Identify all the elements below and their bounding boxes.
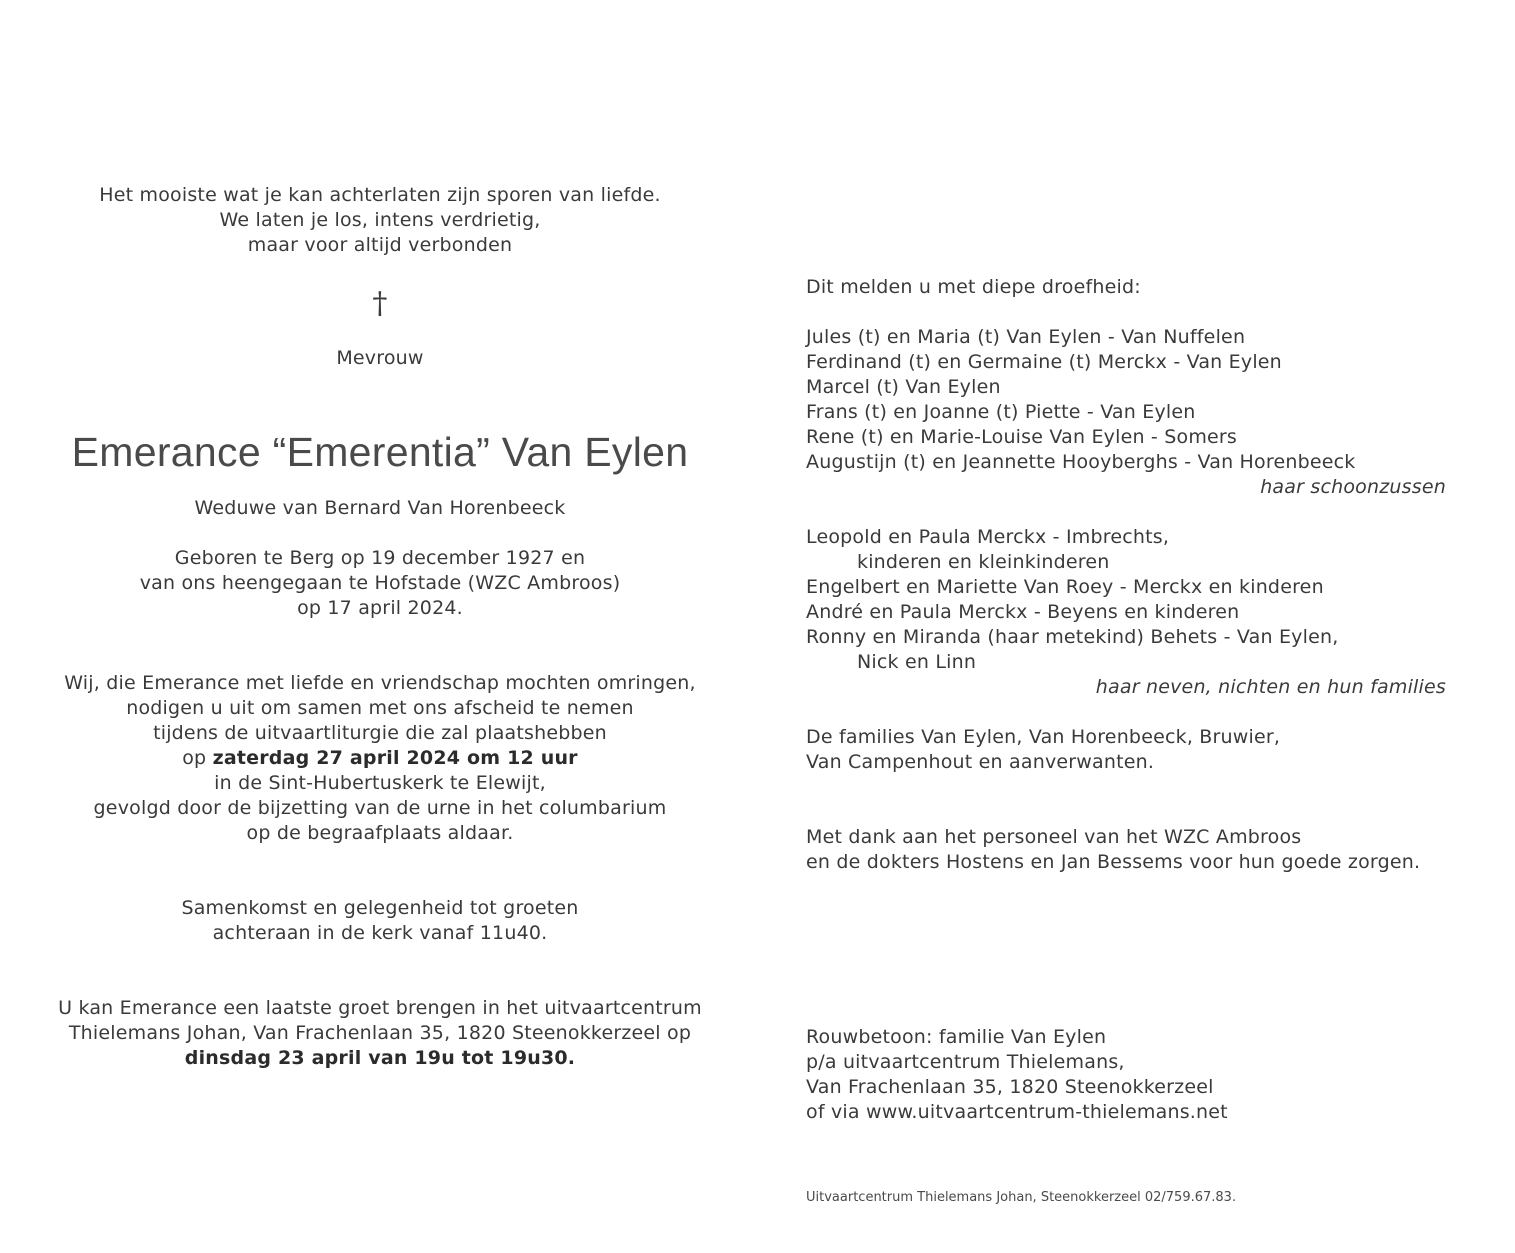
visit-line: U kan Emerance een laatste groet brengen in het uitvaartcentrum (58, 997, 702, 1019)
relation-label: haar schoonzussen (1260, 476, 1446, 498)
list-item: Augustijn (t) en Jeannette Hooyberghs - Van Horenbeeck (806, 451, 1356, 473)
list-item: kinderen en kleinkinderen (857, 551, 1110, 573)
condolence-line: p/a uitvaartcentrum Thielemans, (806, 1051, 1125, 1073)
poem-line: Het mooiste wat je kan achterlaten zijn sporen van liefde. (99, 184, 661, 206)
poem-line: maar voor altijd verbonden (247, 234, 513, 256)
deceased-name: Emerance “Emerentia” Van Eylen (71, 429, 689, 475)
list-item: André en Paula Merckx - Beyens en kinderen (806, 601, 1240, 623)
service-date-prefix: op (182, 747, 213, 769)
list-item: Ronny en Miranda (haar metekind) Behets - Van Eylen, (806, 626, 1339, 648)
gathering-line: achteraan in de kerk vanaf 11u40. (212, 922, 548, 944)
honorific: Mevrouw (336, 347, 424, 369)
widow-of: Weduwe van Bernard Van Horenbeeck (194, 497, 566, 519)
relation-label: haar neven, nichten en hun families (1095, 676, 1446, 698)
service-date: zaterdag 27 april 2024 om 12 uur (212, 747, 578, 769)
service-line: op de begraafplaats aldaar. (246, 822, 514, 844)
announcement-intro: Dit melden u met diepe droefheid: (806, 276, 1141, 298)
list-item: Rene (t) en Marie-Louise Van Eylen - Somers (806, 426, 1238, 448)
list-item: Jules (t) en Maria (t) Van Eylen - Van Nuffelen (806, 326, 1246, 348)
sisters-in-law-list (806, 325, 1446, 500)
service-line: in de Sint-Hubertuskerk te Elewijt, (214, 772, 546, 794)
visitation-info (30, 996, 730, 1071)
list-item: Engelbert en Mariette Van Roey - Merckx en kinderen (806, 576, 1324, 598)
list-item: Leopold en Paula Merckx - Imbrechts, (806, 526, 1170, 548)
funeral-service-info (30, 671, 730, 846)
death-date-line: op 17 april 2024. (297, 597, 463, 619)
death-place-line: van ons heengegaan te Hofstade (WZC Ambroos) (139, 572, 621, 594)
service-line: Wij, die Emerance met liefde en vriendschap mochten omringen, (64, 672, 696, 694)
condolence-website: of via www.uitvaartcentrum-thielemans.net (806, 1101, 1228, 1123)
condolence-line: Rouwbetoon: familie Van Eylen (806, 1026, 1107, 1048)
families-list (806, 725, 1446, 775)
service-line: gevolgd door de bijzetting van de urne in het columbarium (93, 797, 667, 819)
visit-date: dinsdag 23 april van 19u tot 19u30. (184, 1047, 576, 1069)
funeral-home-footer: Uitvaartcentrum Thielemans Johan, Steenokkerzeel 02/759.67.83. (806, 1190, 1237, 1205)
cross-icon: † (372, 286, 388, 321)
thanks-line: Met dank aan het personeel van het WZC Ambroos (806, 826, 1302, 848)
nephews-nieces-list (806, 525, 1446, 700)
birth-line: Geboren te Berg op 19 december 1927 en (174, 547, 586, 569)
service-date-line (30, 746, 730, 771)
list-item: Nick en Linn (857, 651, 977, 673)
visit-line: Thielemans Johan, Van Frachenlaan 35, 1820 Steenokkerzeel op (68, 1022, 692, 1044)
thanks-note (806, 825, 1446, 875)
list-item: De families Van Eylen, Van Horenbeeck, Bruwier, (806, 726, 1281, 748)
service-line: nodigen u uit om samen met ons afscheid te nemen (126, 697, 634, 719)
birth-death-info (30, 546, 730, 621)
list-item: Ferdinand (t) en Germaine (t) Merckx - Van Eylen (806, 351, 1282, 373)
service-line: tijdens de uitvaartliturgie die zal plaatshebben (153, 722, 607, 744)
list-item: Frans (t) en Joanne (t) Piette - Van Eylen (806, 401, 1196, 423)
condolence-line: Van Frachenlaan 35, 1820 Steenokkerzeel (806, 1076, 1214, 1098)
condolence-address (806, 1025, 1446, 1125)
gathering-info (30, 896, 730, 946)
list-item: Van Campenhout en aanverwanten. (806, 751, 1155, 773)
thanks-line: en de dokters Hostens en Jan Bessems voor hun goede zorgen. (806, 851, 1421, 873)
poem-line: We laten je los, intens verdrietig, (219, 209, 541, 231)
list-item: Marcel (t) Van Eylen (806, 376, 1001, 398)
gathering-line: Samenkomst en gelegenheid tot groeten (181, 897, 579, 919)
poem (30, 183, 730, 258)
